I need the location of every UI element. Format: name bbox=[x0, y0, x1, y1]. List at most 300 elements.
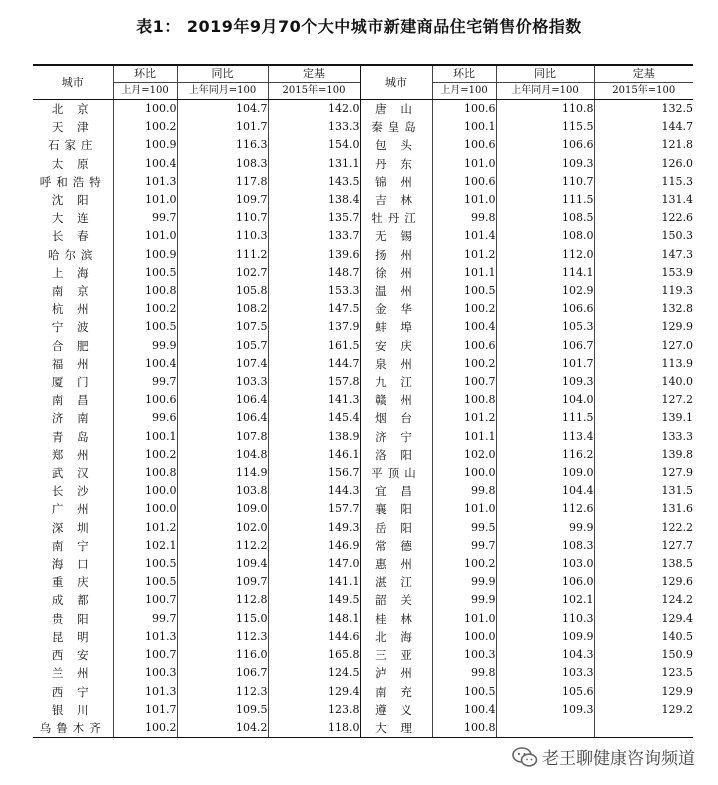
table-row bbox=[33, 318, 693, 336]
city-cell: 长 沙 bbox=[51, 484, 94, 499]
city-cell: 宜 昌 bbox=[360, 482, 432, 500]
fixed-cell: 123.8 bbox=[268, 701, 360, 719]
yoy-cell: 102.7 bbox=[177, 264, 268, 282]
table-row bbox=[33, 373, 693, 391]
yoy-cell: 106.4 bbox=[177, 391, 268, 409]
table-row bbox=[33, 646, 693, 664]
city-cell: 南 昌 bbox=[51, 393, 94, 408]
city-cell: 赣 州 bbox=[360, 391, 432, 409]
mom-cell: 99.9 bbox=[113, 337, 177, 355]
mom-cell: 100.5 bbox=[432, 282, 496, 300]
yoy-cell: 117.8 bbox=[177, 173, 268, 191]
city-cell: 南 充 bbox=[360, 683, 432, 701]
table-row bbox=[33, 409, 693, 427]
table-row bbox=[33, 683, 693, 701]
city-cell: 泉 州 bbox=[360, 355, 432, 373]
yoy-cell: 103.3 bbox=[177, 373, 268, 391]
yoy-cell: 111.2 bbox=[177, 246, 268, 264]
yoy-cell: 108.3 bbox=[496, 537, 594, 555]
city-cell: 锦 州 bbox=[360, 173, 432, 191]
city-cell: 湛 江 bbox=[360, 573, 432, 591]
channel-watermark: 老王聊健康咨询频道 bbox=[542, 744, 695, 769]
yoy-cell: 111.5 bbox=[496, 191, 594, 209]
city-cell: 哈尔滨 bbox=[48, 247, 98, 262]
fixed-cell: 124.5 bbox=[268, 664, 360, 682]
yoy-cell: 106.7 bbox=[496, 337, 594, 355]
yoy-cell: 110.7 bbox=[177, 209, 268, 227]
fixed-cell: 139.8 bbox=[594, 446, 693, 464]
fixed-cell: 133.7 bbox=[268, 227, 360, 245]
fixed-cell: 156.7 bbox=[268, 464, 360, 482]
fixed-cell: 146.9 bbox=[268, 537, 360, 555]
city-cell: 西 宁 bbox=[51, 684, 94, 699]
mom-cell: 100.8 bbox=[113, 282, 177, 300]
yoy-cell: 109.3 bbox=[496, 701, 594, 719]
mom-cell: 100.2 bbox=[113, 118, 177, 136]
fixed-cell: 157.7 bbox=[268, 500, 360, 518]
fixed-cell: 149.5 bbox=[268, 591, 360, 609]
fixed-cell: 144.7 bbox=[594, 118, 693, 136]
fixed-cell: 127.7 bbox=[594, 537, 693, 555]
mom-cell: 100.2 bbox=[113, 719, 177, 738]
yoy-cell: 109.7 bbox=[177, 573, 268, 591]
table-row bbox=[33, 118, 693, 136]
mom-cell: 100.0 bbox=[113, 482, 177, 500]
city-cell: 重 庆 bbox=[51, 575, 94, 590]
mom-cell: 100.2 bbox=[432, 300, 496, 318]
fixed-cell: 144.7 bbox=[268, 355, 360, 373]
fixed-cell: 129.6 bbox=[594, 573, 693, 591]
yoy-cell bbox=[496, 719, 594, 738]
fixed-cell: 144.3 bbox=[268, 482, 360, 500]
city-cell: 平顶山 bbox=[360, 464, 432, 482]
mom-cell: 100.2 bbox=[432, 355, 496, 373]
yoy-cell: 104.2 bbox=[177, 719, 268, 738]
mom-cell: 101.1 bbox=[432, 428, 496, 446]
yoy-cell: 116.3 bbox=[177, 136, 268, 154]
table-row bbox=[33, 610, 693, 628]
mom-cell: 100.0 bbox=[113, 500, 177, 518]
city-cell: 三 亚 bbox=[360, 646, 432, 664]
yoy-cell: 105.7 bbox=[177, 337, 268, 355]
fixed-cell: 141.1 bbox=[268, 573, 360, 591]
mom-cell: 100.0 bbox=[432, 464, 496, 482]
fixed-cell: 165.8 bbox=[268, 646, 360, 664]
city-cell: 北 京 bbox=[51, 102, 94, 116]
fixed-cell: 133.3 bbox=[268, 118, 360, 136]
fixed-cell: 149.3 bbox=[268, 519, 360, 537]
city-cell: 厦 门 bbox=[51, 375, 94, 390]
mom-cell: 101.0 bbox=[113, 227, 177, 245]
city-cell: 海 口 bbox=[51, 557, 94, 572]
header-yoy-left: 同比 bbox=[177, 65, 268, 83]
mom-cell: 102.0 bbox=[432, 446, 496, 464]
mom-cell: 100.1 bbox=[113, 428, 177, 446]
yoy-cell: 108.5 bbox=[496, 209, 594, 227]
fixed-cell: 129.9 bbox=[594, 683, 693, 701]
mom-cell: 100.5 bbox=[113, 573, 177, 591]
table-row bbox=[33, 136, 693, 154]
mom-cell: 101.0 bbox=[432, 500, 496, 518]
table-row bbox=[33, 500, 693, 518]
city-cell: 金 华 bbox=[360, 300, 432, 318]
table-title: 表1： 2019年9月70个大中城市新建商品住宅销售价格指数 bbox=[136, 17, 582, 36]
yoy-cell: 115.0 bbox=[177, 610, 268, 628]
mom-cell: 100.3 bbox=[113, 664, 177, 682]
city-cell: 烟 台 bbox=[360, 409, 432, 427]
city-cell: 遵 义 bbox=[360, 701, 432, 719]
mom-cell: 100.4 bbox=[432, 318, 496, 336]
city-cell: 深 圳 bbox=[51, 520, 94, 535]
mom-cell: 100.4 bbox=[113, 155, 177, 173]
fixed-cell: 131.5 bbox=[594, 482, 693, 500]
city-cell: 贵 阳 bbox=[51, 611, 94, 626]
price-index-table bbox=[33, 64, 693, 738]
yoy-cell: 109.4 bbox=[177, 555, 268, 573]
city-cell: 长 春 bbox=[51, 229, 94, 244]
mom-cell: 99.8 bbox=[432, 482, 496, 500]
fixed-cell: 154.0 bbox=[268, 136, 360, 154]
header-mom-left: 环比 bbox=[113, 65, 177, 83]
yoy-cell: 112.8 bbox=[177, 591, 268, 609]
city-cell: 九 江 bbox=[360, 373, 432, 391]
fixed-cell: 147.3 bbox=[594, 246, 693, 264]
yoy-cell: 106.6 bbox=[496, 136, 594, 154]
city-cell: 西 安 bbox=[51, 648, 94, 663]
yoy-cell: 112.0 bbox=[496, 246, 594, 264]
yoy-cell: 112.3 bbox=[177, 628, 268, 646]
mom-cell: 101.1 bbox=[432, 264, 496, 282]
city-cell: 银 川 bbox=[51, 702, 94, 717]
fixed-cell: 140.0 bbox=[594, 373, 693, 391]
header-yoy-base-left: 上年同月=100 bbox=[177, 83, 268, 100]
header-fixed-left: 定基 bbox=[268, 65, 360, 83]
header-mom-right: 环比 bbox=[432, 65, 496, 83]
yoy-cell: 116.0 bbox=[177, 646, 268, 664]
yoy-cell: 104.8 bbox=[177, 446, 268, 464]
yoy-cell: 110.3 bbox=[496, 610, 594, 628]
city-cell: 济 宁 bbox=[360, 428, 432, 446]
table-row bbox=[33, 337, 693, 355]
yoy-cell: 106.0 bbox=[496, 573, 594, 591]
yoy-cell: 99.9 bbox=[496, 519, 594, 537]
fixed-cell: 148.1 bbox=[268, 610, 360, 628]
fixed-cell: 122.6 bbox=[594, 209, 693, 227]
fixed-cell: 135.7 bbox=[268, 209, 360, 227]
header-yoy-base-right: 上年同月=100 bbox=[496, 83, 594, 100]
yoy-cell: 110.3 bbox=[177, 227, 268, 245]
city-cell: 沈 阳 bbox=[51, 193, 94, 208]
yoy-cell: 109.5 bbox=[177, 701, 268, 719]
city-cell: 成 都 bbox=[51, 593, 94, 608]
city-cell: 合 肥 bbox=[51, 338, 94, 353]
city-cell: 襄 阳 bbox=[360, 500, 432, 518]
table-row bbox=[33, 227, 693, 245]
yoy-cell: 112.2 bbox=[177, 537, 268, 555]
city-cell: 济 南 bbox=[51, 411, 94, 426]
fixed-cell: 132.8 bbox=[594, 300, 693, 318]
yoy-cell: 105.8 bbox=[177, 282, 268, 300]
mom-cell: 101.3 bbox=[113, 683, 177, 701]
mom-cell: 100.4 bbox=[432, 701, 496, 719]
header-city-left: 城市 bbox=[33, 65, 113, 100]
mom-cell: 101.3 bbox=[113, 628, 177, 646]
city-cell: 石家庄 bbox=[48, 138, 98, 153]
yoy-cell: 104.3 bbox=[496, 646, 594, 664]
table-row bbox=[33, 719, 693, 738]
yoy-cell: 110.7 bbox=[496, 173, 594, 191]
yoy-cell: 102.1 bbox=[496, 591, 594, 609]
fixed-cell: 141.3 bbox=[268, 391, 360, 409]
mom-cell: 100.3 bbox=[432, 646, 496, 664]
fixed-cell: 131.6 bbox=[594, 500, 693, 518]
yoy-cell: 107.5 bbox=[177, 318, 268, 336]
fixed-cell: 138.9 bbox=[268, 428, 360, 446]
yoy-cell: 104.4 bbox=[496, 482, 594, 500]
city-cell: 桂 林 bbox=[360, 610, 432, 628]
yoy-cell: 107.8 bbox=[177, 428, 268, 446]
yoy-cell: 112.3 bbox=[177, 683, 268, 701]
fixed-cell: 121.8 bbox=[594, 136, 693, 154]
mom-cell: 101.2 bbox=[113, 519, 177, 537]
city-cell: 蚌 埠 bbox=[360, 318, 432, 336]
mom-cell: 100.2 bbox=[113, 300, 177, 318]
mom-cell: 100.9 bbox=[113, 246, 177, 264]
mom-cell: 101.3 bbox=[113, 173, 177, 191]
city-cell: 广 州 bbox=[51, 502, 94, 517]
yoy-cell: 103.8 bbox=[177, 482, 268, 500]
city-cell: 南 宁 bbox=[51, 538, 94, 553]
mom-cell: 100.5 bbox=[432, 683, 496, 701]
table-row bbox=[33, 246, 693, 264]
mom-cell: 100.1 bbox=[432, 118, 496, 136]
fixed-cell: 127.0 bbox=[594, 337, 693, 355]
yoy-cell: 109.0 bbox=[496, 464, 594, 482]
city-cell: 洛 阳 bbox=[360, 446, 432, 464]
city-cell: 上 海 bbox=[51, 265, 94, 280]
mom-cell: 101.0 bbox=[432, 610, 496, 628]
fixed-cell: 119.3 bbox=[594, 282, 693, 300]
yoy-cell: 114.9 bbox=[177, 464, 268, 482]
table-row bbox=[33, 464, 693, 482]
mom-cell: 100.2 bbox=[432, 555, 496, 573]
city-cell: 呼和浩特 bbox=[39, 174, 106, 189]
yoy-cell: 109.3 bbox=[496, 373, 594, 391]
fixed-cell: 122.2 bbox=[594, 519, 693, 537]
fixed-cell: 131.4 bbox=[594, 191, 693, 209]
mom-cell: 99.8 bbox=[432, 209, 496, 227]
city-cell: 昆 明 bbox=[51, 629, 94, 644]
yoy-cell: 109.9 bbox=[496, 628, 594, 646]
fixed-cell: 148.7 bbox=[268, 264, 360, 282]
city-cell: 杭 州 bbox=[51, 302, 94, 317]
city-cell: 包 头 bbox=[360, 136, 432, 154]
mom-cell: 101.0 bbox=[432, 155, 496, 173]
yoy-cell: 108.3 bbox=[177, 155, 268, 173]
city-cell: 武 汉 bbox=[51, 466, 94, 481]
table-row bbox=[33, 537, 693, 555]
table-row bbox=[33, 355, 693, 373]
mom-cell: 100.4 bbox=[113, 355, 177, 373]
fixed-cell: 140.5 bbox=[594, 628, 693, 646]
city-cell: 南 京 bbox=[51, 284, 94, 299]
city-cell: 牡丹江 bbox=[360, 209, 432, 227]
header-mom-base-right: 上月=100 bbox=[432, 83, 496, 100]
fixed-cell: 144.6 bbox=[268, 628, 360, 646]
fixed-cell: 139.1 bbox=[594, 409, 693, 427]
table-row bbox=[33, 391, 693, 409]
fixed-cell: 132.5 bbox=[594, 100, 693, 119]
city-cell: 吉 林 bbox=[360, 191, 432, 209]
city-cell: 大 理 bbox=[360, 719, 432, 738]
yoy-cell: 106.4 bbox=[177, 409, 268, 427]
city-cell: 韶 关 bbox=[360, 591, 432, 609]
mom-cell: 100.5 bbox=[113, 555, 177, 573]
mom-cell: 100.6 bbox=[432, 173, 496, 191]
fixed-cell: 147.5 bbox=[268, 300, 360, 318]
mom-cell: 99.9 bbox=[432, 591, 496, 609]
fixed-cell: 115.3 bbox=[594, 173, 693, 191]
yoy-cell: 108.2 bbox=[177, 300, 268, 318]
mom-cell: 100.7 bbox=[113, 646, 177, 664]
header-row-primary bbox=[33, 65, 693, 83]
yoy-cell: 113.4 bbox=[496, 428, 594, 446]
yoy-cell: 102.0 bbox=[177, 519, 268, 537]
mom-cell: 100.0 bbox=[113, 100, 177, 119]
mom-cell: 100.6 bbox=[113, 391, 177, 409]
table-row bbox=[33, 701, 693, 719]
table-body bbox=[33, 100, 693, 738]
yoy-cell: 102.9 bbox=[496, 282, 594, 300]
yoy-cell: 111.5 bbox=[496, 409, 594, 427]
yoy-cell: 109.7 bbox=[177, 191, 268, 209]
yoy-cell: 116.2 bbox=[496, 446, 594, 464]
table-row bbox=[33, 519, 693, 537]
mom-cell: 100.2 bbox=[113, 446, 177, 464]
city-cell: 福 州 bbox=[51, 356, 94, 371]
mom-cell: 99.6 bbox=[113, 409, 177, 427]
yoy-cell: 101.7 bbox=[177, 118, 268, 136]
fixed-cell: 138.5 bbox=[594, 555, 693, 573]
fixed-cell: 138.4 bbox=[268, 191, 360, 209]
fixed-cell: 142.0 bbox=[268, 100, 360, 119]
fixed-cell: 123.5 bbox=[594, 664, 693, 682]
fixed-cell: 143.5 bbox=[268, 173, 360, 191]
mom-cell: 102.1 bbox=[113, 537, 177, 555]
wechat-icon bbox=[512, 747, 538, 767]
fixed-cell: 157.8 bbox=[268, 373, 360, 391]
mom-cell: 100.7 bbox=[432, 373, 496, 391]
mom-cell: 100.9 bbox=[113, 136, 177, 154]
yoy-cell: 109.0 bbox=[177, 500, 268, 518]
city-cell: 无 锡 bbox=[360, 227, 432, 245]
table-row bbox=[33, 100, 693, 119]
table-row bbox=[33, 628, 693, 646]
mom-cell: 99.7 bbox=[113, 209, 177, 227]
fixed-cell: 127.2 bbox=[594, 391, 693, 409]
fixed-cell: 126.0 bbox=[594, 155, 693, 173]
yoy-cell: 114.1 bbox=[496, 264, 594, 282]
yoy-cell: 104.7 bbox=[177, 100, 268, 119]
mom-cell: 101.0 bbox=[432, 191, 496, 209]
fixed-cell: 137.9 bbox=[268, 318, 360, 336]
city-cell: 天 津 bbox=[51, 120, 94, 135]
city-cell: 扬 州 bbox=[360, 246, 432, 264]
mom-cell: 100.8 bbox=[113, 464, 177, 482]
fixed-cell: 146.1 bbox=[268, 446, 360, 464]
city-cell: 乌鲁木齐 bbox=[33, 719, 113, 738]
table-row bbox=[33, 264, 693, 282]
yoy-cell: 106.7 bbox=[177, 664, 268, 682]
city-cell: 常 德 bbox=[360, 537, 432, 555]
mom-cell: 101.4 bbox=[432, 227, 496, 245]
table-row bbox=[33, 555, 693, 573]
yoy-cell: 105.6 bbox=[496, 683, 594, 701]
header-fixed-right: 定基 bbox=[594, 65, 693, 83]
table-row bbox=[33, 300, 693, 318]
table-row bbox=[33, 446, 693, 464]
fixed-cell: 113.9 bbox=[594, 355, 693, 373]
fixed-cell: 129.2 bbox=[594, 701, 693, 719]
table-row bbox=[33, 155, 693, 173]
mom-cell: 99.7 bbox=[113, 610, 177, 628]
mom-cell: 100.7 bbox=[113, 591, 177, 609]
fixed-cell: 139.6 bbox=[268, 246, 360, 264]
yoy-cell: 115.5 bbox=[496, 118, 594, 136]
city-cell: 泸 州 bbox=[360, 664, 432, 682]
city-cell: 秦皇岛 bbox=[360, 118, 432, 136]
table-row bbox=[33, 173, 693, 191]
mom-cell: 100.6 bbox=[432, 100, 496, 119]
mom-cell: 100.8 bbox=[432, 391, 496, 409]
table-row bbox=[33, 191, 693, 209]
mom-cell: 100.0 bbox=[432, 628, 496, 646]
mom-cell: 100.5 bbox=[113, 264, 177, 282]
city-cell: 郑 州 bbox=[51, 447, 94, 462]
fixed-cell: 147.0 bbox=[268, 555, 360, 573]
table-row bbox=[33, 591, 693, 609]
fixed-cell: 129.9 bbox=[594, 318, 693, 336]
yoy-cell: 106.6 bbox=[496, 300, 594, 318]
yoy-cell: 108.0 bbox=[496, 227, 594, 245]
fixed-cell: 150.9 bbox=[594, 646, 693, 664]
table-row bbox=[33, 664, 693, 682]
yoy-cell: 110.8 bbox=[496, 100, 594, 119]
mom-cell: 99.9 bbox=[432, 573, 496, 591]
table-row bbox=[33, 573, 693, 591]
yoy-cell: 107.4 bbox=[177, 355, 268, 373]
fixed-cell: 150.3 bbox=[594, 227, 693, 245]
mom-cell: 101.0 bbox=[113, 191, 177, 209]
city-cell: 宁 波 bbox=[51, 320, 94, 335]
mom-cell: 101.2 bbox=[432, 246, 496, 264]
fixed-cell: 161.5 bbox=[268, 337, 360, 355]
city-cell: 兰 州 bbox=[51, 666, 94, 681]
mom-cell: 100.8 bbox=[432, 719, 496, 738]
city-cell: 唐 山 bbox=[360, 100, 432, 119]
yoy-cell: 105.3 bbox=[496, 318, 594, 336]
fixed-cell: 133.3 bbox=[594, 428, 693, 446]
mom-cell: 100.5 bbox=[113, 318, 177, 336]
table-row bbox=[33, 428, 693, 446]
table-row bbox=[33, 482, 693, 500]
city-cell: 徐 州 bbox=[360, 264, 432, 282]
header-fixed-base-right: 2015年=100 bbox=[594, 83, 693, 100]
header-yoy-right: 同比 bbox=[496, 65, 594, 83]
city-cell: 太 原 bbox=[51, 156, 94, 171]
header-mom-base-left: 上月=100 bbox=[113, 83, 177, 100]
yoy-cell: 104.0 bbox=[496, 391, 594, 409]
